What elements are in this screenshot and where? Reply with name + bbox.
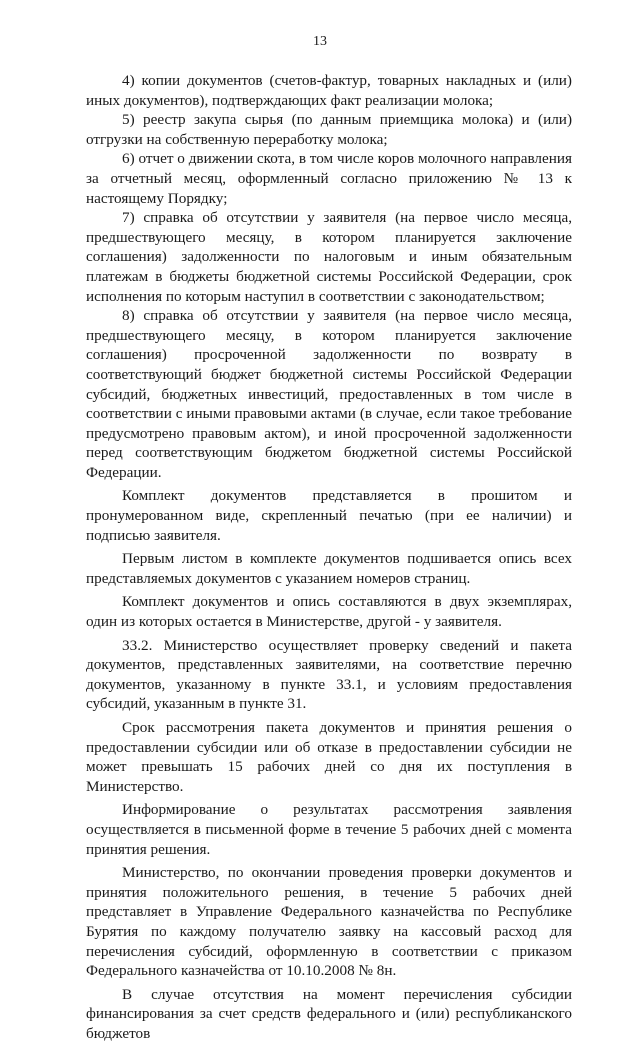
paragraph-33-2: 33.2. Министерство осуществляет проверку сведений и пакета документов, представленных заявителями, на соответствие перечню документов, указанному в пункте 33.1, и условиям предоставления субсидий, указанным в пункте 31. xyxy=(86,636,572,713)
document-body xyxy=(86,71,572,1044)
paragraph-funding-absence: В случае отсутствия на момент перечисления субсидии финансирования за счет средств федерального и (или) республиканского бюджетов xyxy=(86,985,572,1042)
paragraph-copies: Комплект документов и опись составляются в двух экземплярах, один из которых остается в Министерстве, другой - у заявителя. xyxy=(86,593,572,631)
paragraph-item-4: 4) копии документов (счетов-фактур, товарных накладных и (или) иных документов), подтверждающих факт реализации молока; xyxy=(86,72,572,109)
paragraph-item-6: 6) отчет о движении скота, в том числе коров молочного направления за отчетный месяц, оформленный согласно приложению № 13 к настоящему Порядку; xyxy=(86,150,572,207)
paragraph-notification: Информирование о результатах рассмотрения заявления осуществляется в письменной форме в течение 5 рабочих дней с момента принятия решения. xyxy=(86,801,572,858)
paragraph-item-7: 7) справка об отсутствии у заявителя (на первое число месяца, предшествующего месяцу, в котором планируется заключение соглашения) задолженности по налоговым и иным обязательным платежам в бюджеты бюджетной системы Российской Федерации, срок исполнения по которым наступил в соответствии с законодательством; xyxy=(86,209,572,305)
paragraph-review-term: Срок рассмотрения пакета документов и принятия решения о предоставлении субсидии или об отказе в предоставлении субсидии не может превышать 15 рабочих дней со дня их поступления в Министерство. xyxy=(86,719,572,795)
paragraph-package: Комплект документов представляется в прошитом и пронумерованном виде, скрепленный печатью (при ее наличии) и подписью заявителя. xyxy=(86,487,572,544)
paragraph-item-8: 8) справка об отсутствии у заявителя (на первое число месяца, предшествующего месяцу, в котором планируется заключение соглашения) просроченной задолженности по возврату в соответствующий бюджет бюджетной системы Российской Федерации субсидий, бюджетных инвестиций, предоставленных в том числе в соответствии с иными правовыми актами (в случае, если такое требование предусмотрено правовым актом), и иной просроченной задолженности перед соответствующим бюджетом бюджетной системы Российской Федерации. xyxy=(86,307,572,481)
paragraph-item-5: 5) реестр закупа сырья (по данным приемщика молока) и (или) отгрузки на собственную переработку молока; xyxy=(86,111,572,148)
page-number: 13 xyxy=(313,34,327,49)
paragraph-treasury-request: Министерство, по окончании проведения проверки документов и принятия положительного решения, в течение 5 рабочих дней представляет в Управление Федерального казначейства по Республике Бурятия по каждому получателю заявку на кассовый расход для перечисления субсидий, оформленную в соответствии с приказом Федерального казначейства от 10.10.2008 № 8н. xyxy=(86,864,572,980)
paragraph-first-sheet: Первым листом в комплекте документов подшивается опись всех представляемых документов с указанием номеров страниц. xyxy=(86,550,572,587)
